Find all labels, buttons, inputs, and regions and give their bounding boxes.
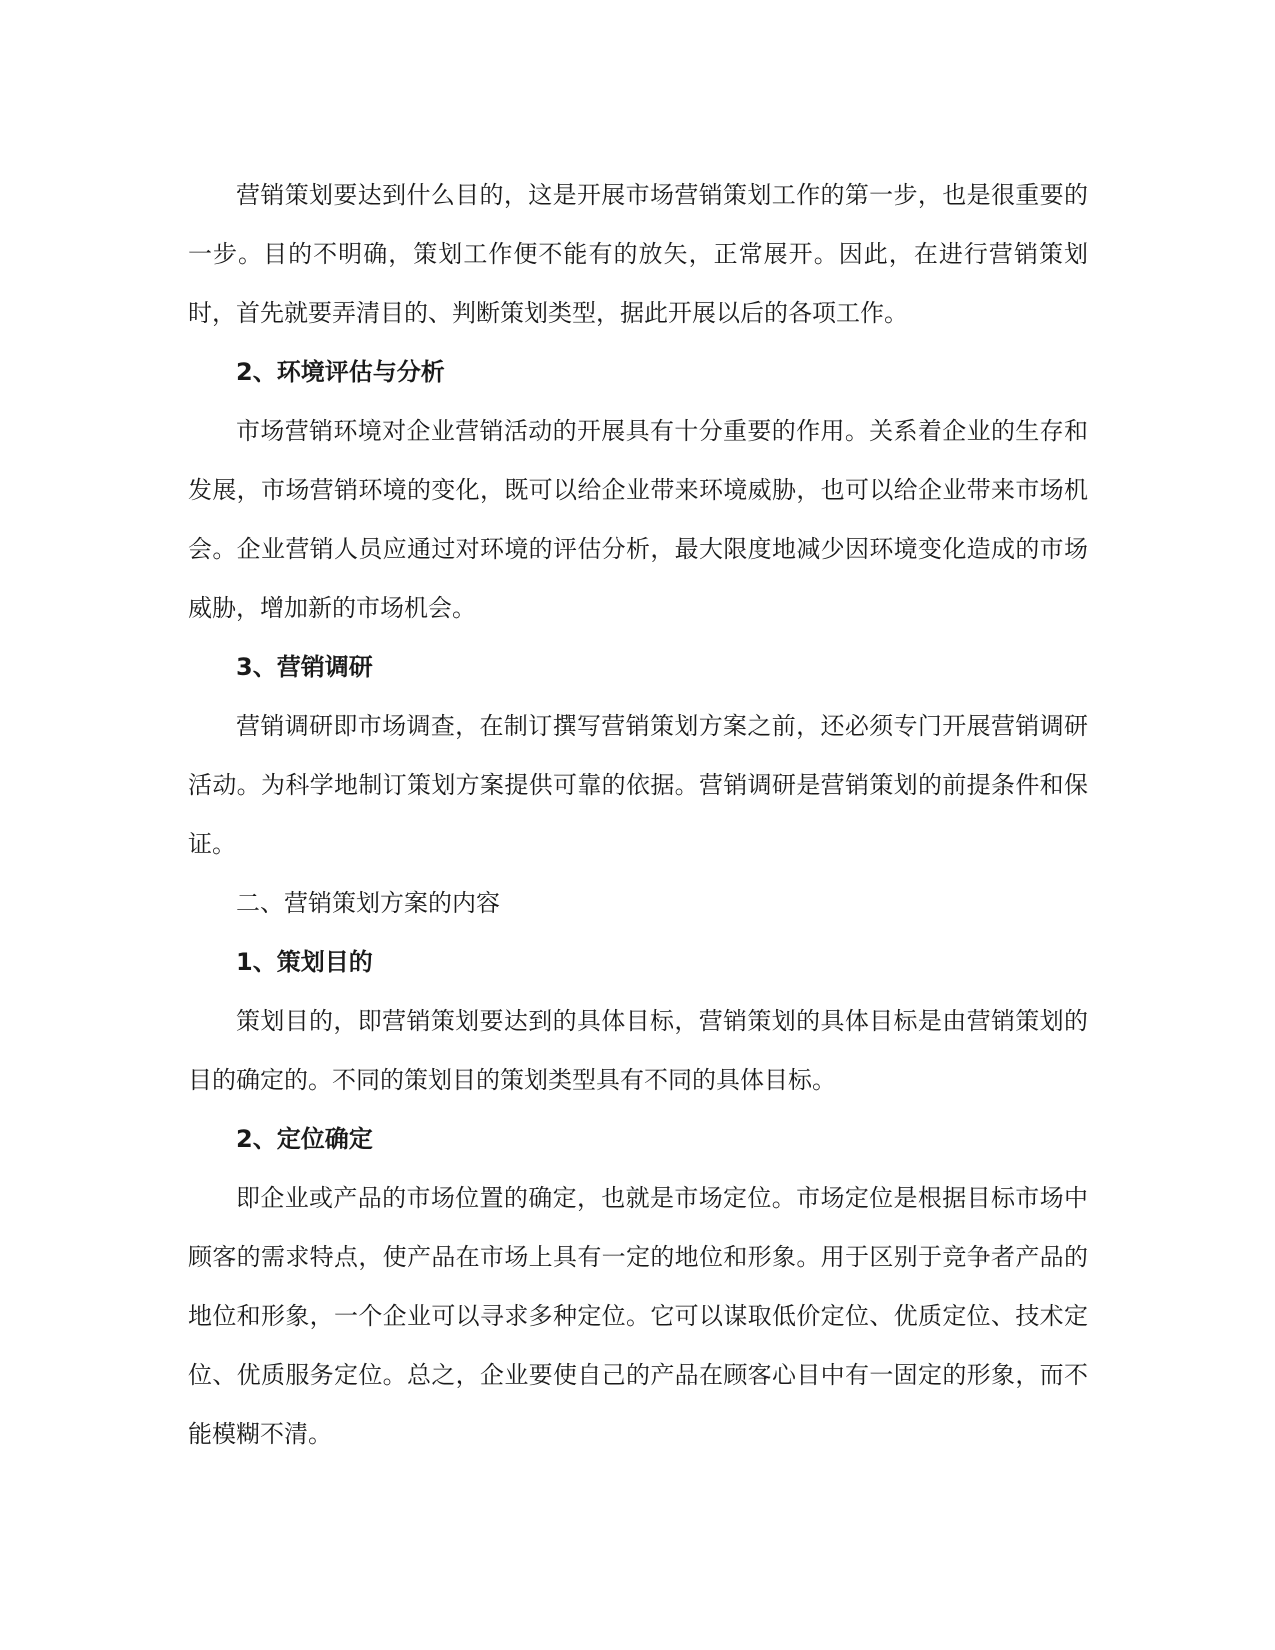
heading-positioning: 2、定位确定 — [236, 1125, 373, 1153]
paragraph-environment: 市场营销环境对企业营销活动的开展具有十分重要的作用。关系着企业的生存和发展，市场营销环境的变化，既可以给企业带来环境威胁，也可以给企业带来市场机会。企业营销人员应通过对环境的评估分析，最大限度地减少因环境变化造成的市场威胁，增加新的市场机会。 — [188, 417, 1088, 622]
heading-planning-purpose: 1、策划目的 — [236, 948, 373, 976]
paragraph-planning-purpose: 策划目的，即营销策划要达到的具体目标，营销策划的具体目标是由营销策划的目的确定的。不同的策划目的策划类型具有不同的具体目标。 — [188, 1007, 1088, 1094]
paragraph-marketing-purpose: 营销策划要达到什么目的，这是开展市场营销策划工作的第一步，也是很重要的一步。目的不明确，策划工作便不能有的放矢，正常展开。因此，在进行营销策划时，首先就要弄清目的、判断策划类型，据此开展以后的各项工作。 — [188, 181, 1088, 327]
heading-environment-analysis: 2、环境评估与分析 — [236, 358, 445, 386]
paragraph-positioning: 即企业或产品的市场位置的确定，也就是市场定位。市场定位是根据目标市场中顾客的需求特点，使产品在市场上具有一定的地位和形象。用于区别于竞争者产品的地位和形象，一个企业可以寻求多种定位。它可以谋取低价定位、优质定位、技术定位、优质服务定位。总之，企业要使自己的产品在顾客心目中有一固定的形象，而不能模糊不清。 — [188, 1184, 1088, 1448]
document-page — [188, 166, 1088, 1464]
paragraph-research: 营销调研即市场调查，在制订撰写营销策划方案之前，还必须专门开展营销调研活动。为科学地制订策划方案提供可靠的依据。营销调研是营销策划的前提条件和保证。 — [188, 712, 1088, 858]
heading-marketing-research: 3、营销调研 — [236, 653, 373, 681]
section-title-plan-content: 二、营销策划方案的内容 — [236, 889, 500, 917]
